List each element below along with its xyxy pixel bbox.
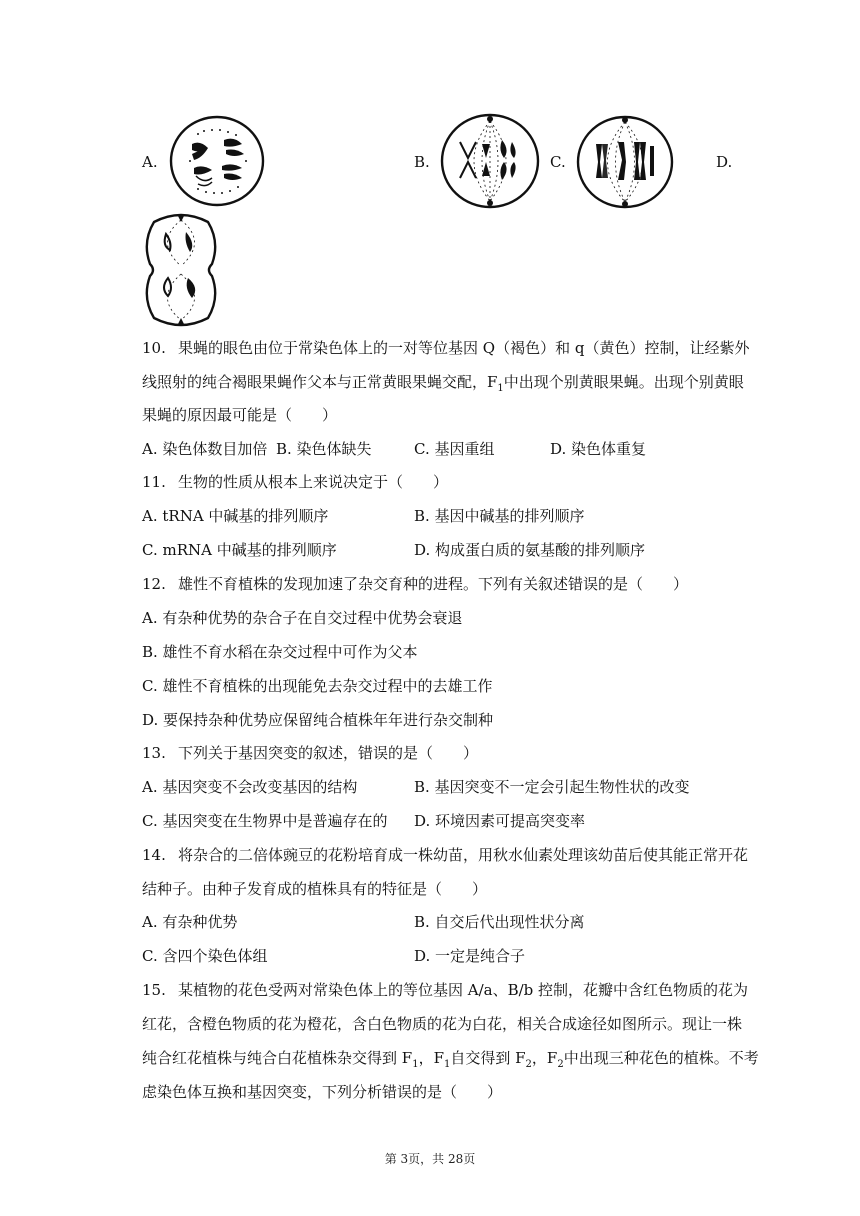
question-12-option-a[interactable]: A. 有杂种优势的杂合子在自交过程中优势会衰退 [142,609,463,627]
question-15-line3: 纯合红花植株与纯合白花植株杂交得到 $F_1$，$F_1$自交得到 $F_2$，$F_2$中出现三种花色的植株。不考 [142,1049,759,1070]
question-12-number: 12. [142,575,166,593]
question-12-option-d[interactable]: D. 要保持杂种优势应保留纯合植株年年进行杂交制种 [142,711,494,729]
question-11-stem: 生物的性质从根本上来说决定于（ ） [178,473,449,491]
question-10-line1: 果蝇的眼色由位于常染色体上的一对等位基因 Q（褐色）和 q（黄色）控制，让经紫外 [178,339,750,357]
question-14-line2: 结种子。由种子发育成的植株具有的特征是（ ） [142,880,488,898]
question-10-option-d[interactable]: D. 染色体重复 [550,440,647,458]
question-11-option-a[interactable]: A. tRNA 中碱基的排列顺序 [142,507,329,525]
cell-diagram-c [574,114,676,210]
question-13-option-c[interactable]: C. 基因突变在生物界中是普遍存在的 [142,812,388,830]
question-15-line1: 某植物的花色受两对常染色体上的等位基因 A/a、B/b 控制，花瓣中含红色物质的花为 [178,981,749,999]
question-14-number: 14. [142,846,166,864]
question-13-stem: 下列关于基因突变的叙述，错误的是（ ） [178,744,479,762]
question-12-option-b[interactable]: B. 雄性不育水稻在杂交过程中可作为父本 [142,643,418,661]
question-13-option-a[interactable]: A. 基因突变不会改变基因的结构 [142,778,358,796]
page-footer: 第 3页，共 28页 [384,1152,476,1166]
cell-diagram-b [438,112,542,210]
option-c-label: C. [550,153,566,171]
question-10-option-c[interactable]: C. 基因重组 [414,440,495,458]
question-10-option-b[interactable]: B. 染色体缺失 [276,440,372,458]
question-12-option-c[interactable]: C. 雄性不育植株的出现能免去杂交过程中的去雄工作 [142,677,493,695]
question-12-stem: 雄性不育植株的发现加速了杂交育种的进程。下列有关叙述错误的是（ ） [178,575,689,593]
question-14-option-a[interactable]: A. 有杂种优势 [142,913,238,931]
question-10-line2: 线照射的纯合褐眼果蝇作父本与正常黄眼果蝇交配，$F_1$中出现个别黄眼果蝇。出现个别黄眼 [142,373,744,394]
question-13-number: 13. [142,744,166,762]
question-14-option-b[interactable]: B. 自交后代出现性状分离 [414,913,585,931]
cell-diagram-d [140,212,222,328]
question-15-line2: 红花，含橙色物质的花为橙花，含白色物质的花为白花，相关合成途径如图所示。现让一株 [142,1015,743,1033]
question-11-option-d[interactable]: D. 构成蛋白质的氨基酸的排列顺序 [414,541,646,559]
cell-diagram-a [168,114,266,208]
question-14-option-d[interactable]: D. 一定是纯合子 [414,947,526,965]
question-14-option-c[interactable]: C. 含四个染色体组 [142,947,268,965]
question-10-number: 10. [142,339,166,357]
question-15-line4: 虑染色体互换和基因突变，下列分析错误的是（ ） [142,1083,503,1101]
question-14-line1: 将杂合的二倍体豌豆的花粉培育成一株幼苗，用秋水仙素处理该幼苗后使其能正常开花 [178,846,749,864]
question-13-option-b[interactable]: B. 基因突变不一定会引起生物性状的改变 [414,778,690,796]
question-10-line3: 果蝇的原因最可能是（ ） [142,406,338,424]
question-13-option-d[interactable]: D. 环境因素可提高突变率 [414,812,586,830]
question-11-option-c[interactable]: C. mRNA 中碱基的排列顺序 [142,541,337,559]
question-10-option-a[interactable]: A. 染色体数目加倍 [142,440,268,458]
question-15-number: 15. [142,981,166,999]
question-11-option-b[interactable]: B. 基因中碱基的排列顺序 [414,507,585,525]
option-d-label: D. [716,153,733,171]
question-11-number: 11. [142,473,166,491]
option-b-label: B. [414,153,430,171]
option-a-label: A. [142,153,158,171]
